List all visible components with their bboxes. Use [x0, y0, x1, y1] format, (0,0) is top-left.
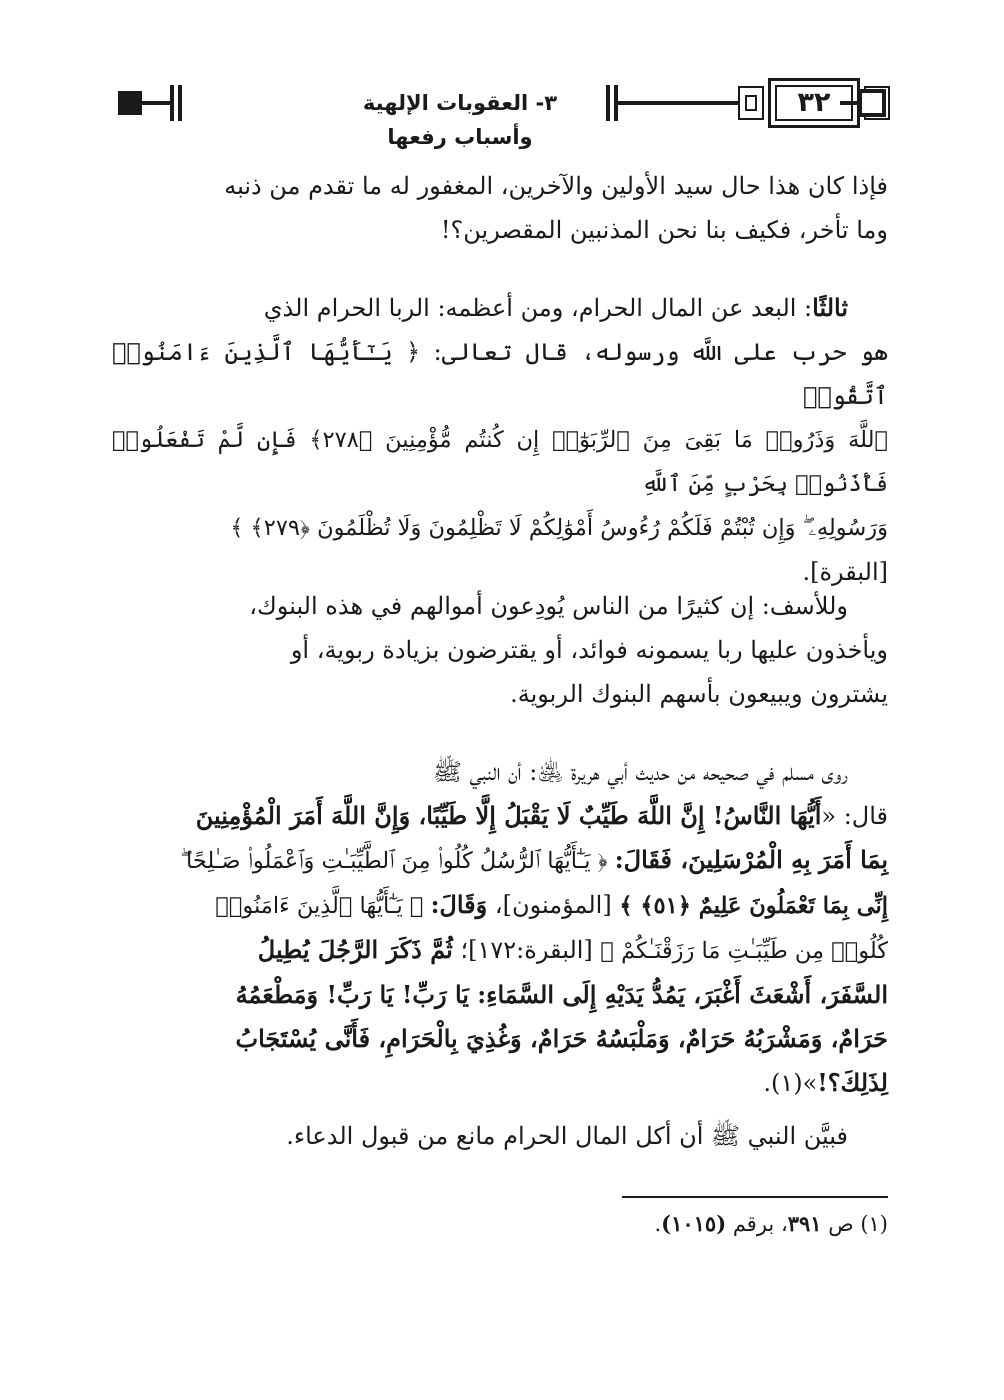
hadith-text: أَيُّهَا النَّاسُ! إِنَّ اللَّهَ طَيِّبٌ لَا يَقْبَلُ إِلَّا طَيِّبًا، وَإِنَّ اللَّهَ أَمَرَ الْمُؤْمِنِينَ — [195, 801, 822, 830]
text-line: وللأسف: إن كثيرًا من الناس يُودِعون أموالهم في هذه البنوك، — [249, 592, 848, 620]
text-line: يشترون ويبيعون بأسهم البنوك الربوية. — [510, 680, 888, 708]
text-line: ويأخذون عليها ربا يسمونه فوائد، أو يقترضون بزيادة ربوية، أو — [290, 636, 888, 664]
footnote — [112, 1206, 888, 1242]
hadith-text: بِمَا أَمَرَ بِهِ الْمُرْسَلِينَ، فَقَالَ: — [614, 845, 888, 874]
paragraph-1 — [112, 164, 888, 252]
paragraph-4 — [112, 750, 888, 1105]
footnote-end: . — [654, 1212, 662, 1236]
header-tick — [170, 85, 174, 121]
hadith-line: حَرَامٌ، وَمَشْرَبُهُ حَرَامٌ، وَمَلْبَسُهُ حَرَامٌ، وَغُذِيَ بِالْحَرَامِ، فَأَنَّى يُسْتَجَابُ — [235, 1024, 888, 1053]
footnote-divider — [622, 1196, 888, 1198]
hadith-text: لِذَلِكَ؟! — [817, 1068, 888, 1097]
quran-verse: ﴿ يَـٰٓأَيُّهَا ٱلرُّسُلُ كُلُوا۟ مِنَ ٱلطَّيِّبَـٰتِ وَٱعْمَلُوا۟ صَـٰلِحًا ۖ — [180, 848, 615, 874]
verse-reference: [المؤمنون]، — [487, 891, 620, 919]
hadith-line: السَّفَرَ، أَشْعَثَ أَغْبَرَ، يَمُدُّ يَدَيْهِ إِلَى السَّمَاءِ: يَا رَبِّ! يَا رَبِّ! وَمَطْعَمُهُ — [235, 980, 888, 1009]
footnote-separator: ، برقم — [726, 1212, 788, 1236]
cartouche-knot-ornament — [738, 86, 764, 120]
footnote-reference: »(١). — [763, 1069, 818, 1097]
text-line — [112, 838, 888, 883]
verse-reference: [البقرة]. — [802, 558, 888, 586]
quran-verse-line: وَرَسُولِهِۦ ۖ وَإِن تُبْتُمْ فَلَكُمْ رُءُوسُ أَمْوَٰلِكُمْ لَا تَظْلِمُونَ وَلَا تُظْلَمُونَ ﴿٢٧٩﴾ ﴾ — [230, 515, 888, 541]
chapter-title: ٣- العقوبات الإلهية وأسباب رفعها — [362, 91, 558, 149]
hadith-text: وَقَالَ: — [430, 890, 488, 919]
quran-verse: كُلُوا۟ مِن طَيِّبَـٰتِ مَا رَزَقْنَـٰكُمْ ﴾ — [600, 938, 888, 964]
text-line: وما تأخر، فكيف بنا نحن المذنبين المقصرين؟! — [440, 216, 888, 244]
text-span: قال: « — [821, 802, 888, 830]
footnote-number: (١٠١٥) — [661, 1211, 727, 1236]
text-line — [112, 928, 888, 973]
text-line — [112, 1061, 888, 1105]
footnote-marker: (١) ص — [821, 1212, 888, 1236]
hadith-text: ثُمَّ ذَكَرَ الرَّجُلَ يُطِيلُ — [257, 935, 453, 964]
paragraph-3 — [112, 584, 888, 716]
text-line — [112, 286, 888, 330]
page-header — [118, 72, 888, 149]
header-square-outline-ornament — [858, 89, 886, 117]
header-square-ornament — [118, 91, 142, 115]
text-line — [112, 794, 888, 838]
quran-verse: ﴿ يَـٰٓأَيُّهَا ٱلَّذِينَ ءَامَنُوا۟ — [215, 893, 431, 919]
text-span: : البعد عن المال الحرام، ومن أعظمه: الربا الحرام الذي — [263, 294, 813, 322]
text-line — [112, 883, 888, 928]
text-line: فإذا كان هذا حال سيد الأولين والآخرين، المغفور له ما تقدم من ذنبه — [224, 172, 888, 200]
paragraph-2 — [112, 286, 888, 594]
text-line: فبيَّن النبي ﷺ أن أكل المال الحرام مانع من قبول الدعاء. — [286, 1122, 848, 1150]
verse-reference: [البقرة:١٧٢]؛ — [452, 936, 601, 964]
header-rule — [616, 101, 740, 105]
header-tick — [178, 85, 182, 121]
header-rule — [840, 101, 860, 105]
page-number: ٣٢ — [797, 87, 831, 118]
quran-verse-line: ٱللَّهَ وَذَرُوا۟ مَا بَقِىَ مِنَ ٱلرِّبَوٰٓا۟ إِن كُنتُم مُّؤْمِنِينَ ﴿٢٧٨﴾ فَإِن لَّمْ تَفْعَلُوا۟ فَأْذَنُوا۟ بِحَرْبٍ مِّنَ ٱللَّهِ — [112, 427, 888, 497]
quran-verse: إِنِّى بِمَا تَعْمَلُونَ عَلِيمٌ ﴿٥١﴾ ﴾ — [619, 893, 888, 919]
footnote-page: ٣٩١ — [787, 1211, 822, 1236]
header-rule — [140, 101, 172, 105]
header-tick — [606, 85, 610, 121]
paragraph-5 — [112, 1114, 888, 1158]
text-line: روى مسلم في صحيحه من حديث أبي هريرة ﵁: أن النبي ﷺ — [432, 758, 848, 786]
text-line: هو حرب على اللَّه ورسوله، قال تعالى: ﴿ يَـٰٓأَيُّهَا ٱلَّذِينَ ءَامَنُوا۟ ٱتَّقُوا۟ — [112, 338, 888, 410]
enumeration-label: ثالثًا — [812, 293, 848, 322]
